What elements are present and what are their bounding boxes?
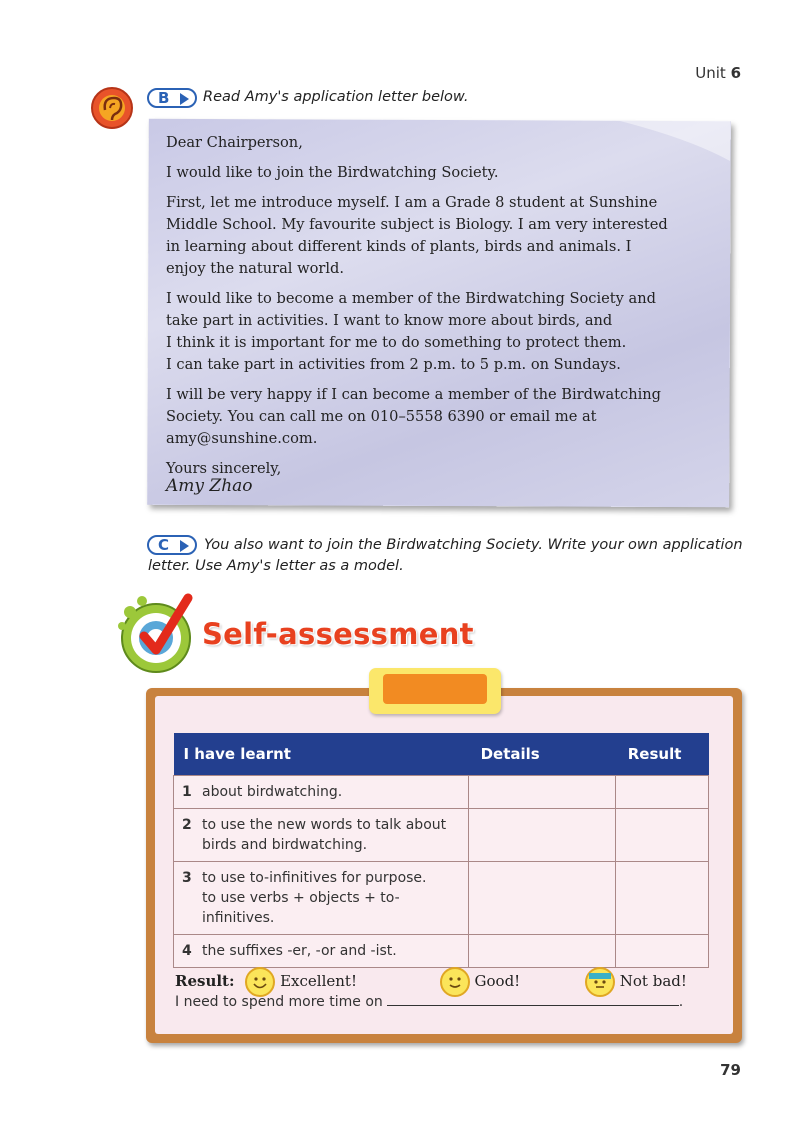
letter-paragraph-2: First, let me introduce myself. I am a Grade 8 student at Sunshine Middle School. My favourite subject is Biology. I am very interested in learning about different kinds of plants, birds and animals. I enjoy the natural world.	[166, 194, 668, 277]
section-b-instruction: Read Amy's application letter below.	[203, 89, 469, 105]
learnt-cell: 1 about birdwatching.	[174, 776, 469, 809]
table-row	[174, 862, 709, 935]
checkmark-target-icon	[112, 590, 198, 676]
clipboard-clip-inner	[383, 674, 487, 704]
details-cell[interactable]	[469, 935, 616, 968]
section-c-instruction: You also want to join the Birdwatching Society. Write your own application letter. Use Amy's letter as a model.	[148, 537, 743, 574]
learnt-cell: 3 to use to-infinitives for purpose. to use verbs + objects + to-infinitives.	[174, 862, 469, 935]
details-cell[interactable]	[469, 809, 616, 862]
rating-not-bad: Not bad!	[619, 972, 687, 990]
letter-closing: Yours sincerely,	[166, 460, 282, 477]
rating-good: Good!	[474, 972, 521, 990]
details-cell[interactable]	[469, 862, 616, 935]
header-i-have-learnt: I have learnt	[174, 733, 469, 776]
listening-ear-icon	[90, 86, 134, 130]
page-number: 79	[720, 1061, 741, 1079]
letter-salutation: Dear Chairperson,	[166, 134, 303, 151]
self-assessment-title: Self-assessment	[202, 617, 474, 651]
result-cell[interactable]	[616, 809, 709, 862]
unit-label: Unit 6	[695, 64, 741, 82]
result-label: Result:	[175, 972, 235, 990]
table-row	[174, 776, 709, 809]
need-more-time-line: I need to spend more time on .	[175, 994, 684, 1010]
result-cell[interactable]	[616, 862, 709, 935]
learnt-cell: 4 the suffixes -er, -or and -ist.	[174, 935, 469, 968]
letter-paragraph-3: I would like to become a member of the Birdwatching Society and take part in activities. I want to know more about birds, and I think it is important for me to do something to protect them. I can take part in activities from 2 p.m. to 5 p.m. on Sundays.	[166, 290, 656, 373]
table-row	[174, 935, 709, 968]
details-cell[interactable]	[469, 776, 616, 809]
letter-body	[166, 132, 711, 488]
result-cell[interactable]	[616, 776, 709, 809]
table-row	[174, 809, 709, 862]
need-more-time-blank[interactable]	[387, 993, 679, 1006]
result-cell[interactable]	[616, 935, 709, 968]
section-b-badge: B	[147, 88, 197, 108]
table-header-row	[174, 733, 709, 776]
learnt-cell: 2 to use the new words to talk about birds and birdwatching.	[174, 809, 469, 862]
header-result: Result	[616, 733, 709, 776]
section-c-badge: C	[147, 535, 197, 555]
rating-excellent: Excellent!	[280, 972, 357, 990]
self-assessment-table	[173, 733, 709, 968]
letter-signature: Amy Zhao	[166, 476, 253, 496]
header-details: Details	[469, 733, 616, 776]
letter-paragraph-4: I will be very happy if I can become a member of the Birdwatching Society. You can call me on 010–5558 6390 or email me at amy@sunshine.com.	[166, 386, 661, 447]
letter-paragraph-1: I would like to join the Birdwatching Society.	[166, 164, 499, 181]
